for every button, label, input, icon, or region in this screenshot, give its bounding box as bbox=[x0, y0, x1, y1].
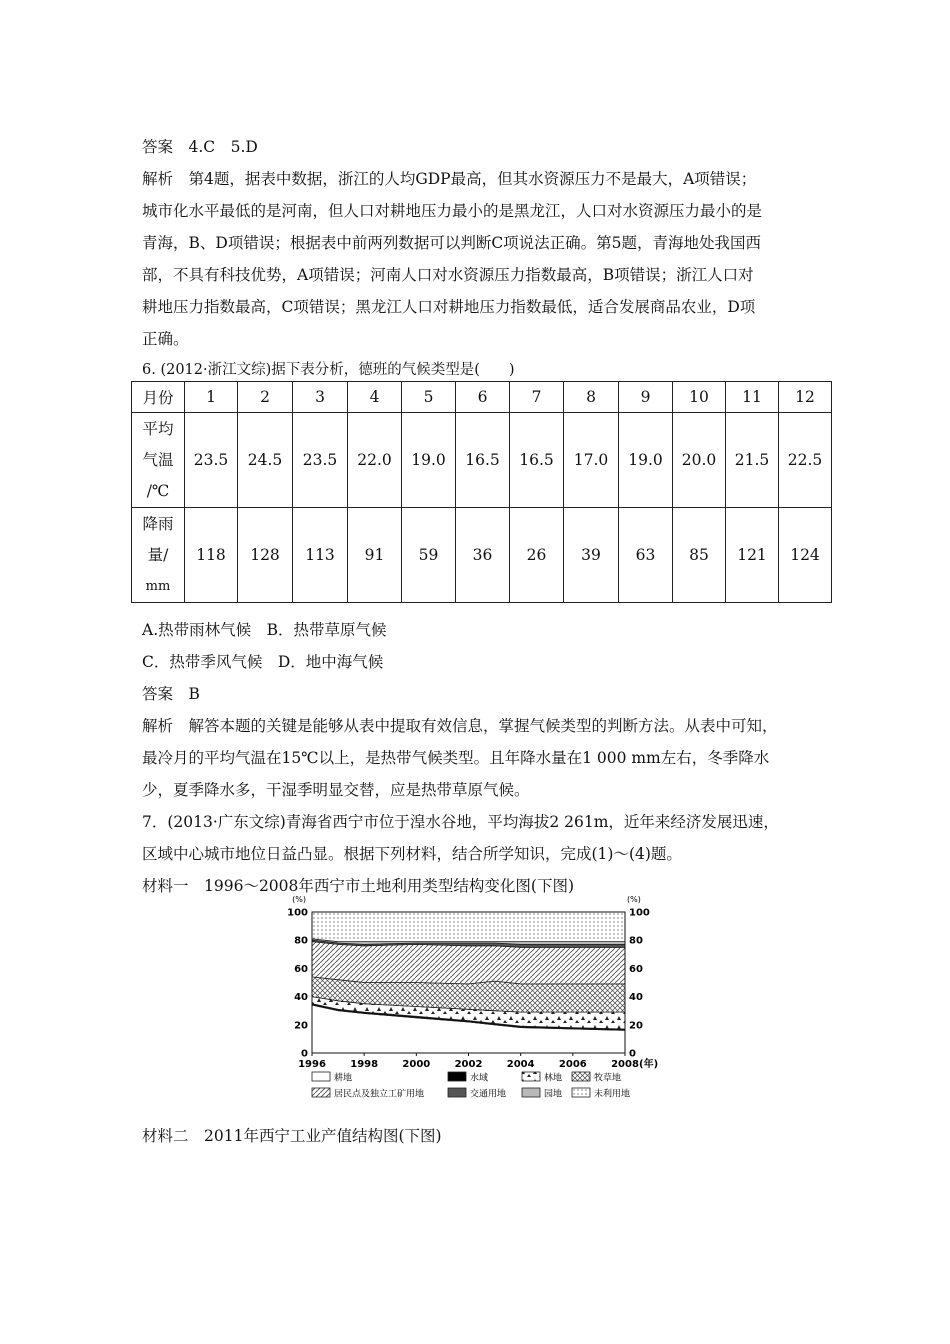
q45-answer: 答案 4.C 5.D bbox=[142, 138, 258, 156]
table-cell-rains: 26 bbox=[510, 508, 564, 603]
table-cell-rains: 121 bbox=[726, 508, 779, 603]
q6-option-line: C．热带季风气候 D．地中海气候 bbox=[142, 653, 384, 671]
table-cell-months: 1 bbox=[185, 382, 238, 413]
table-cell-months: 10 bbox=[673, 382, 726, 413]
x-tick-label: 2000 bbox=[402, 1059, 431, 1070]
q45-block bbox=[142, 131, 822, 355]
x-tick-label: 2006 bbox=[558, 1059, 587, 1070]
q6-question-text: 6. (2012·浙江文综)据下表分析，德班的气候类型是( ) bbox=[142, 362, 515, 378]
table-cell-months: 9 bbox=[619, 382, 673, 413]
legend-swatch bbox=[312, 1088, 330, 1097]
legend-label: 牧草地 bbox=[594, 1073, 622, 1084]
x-tick-label: 1998 bbox=[350, 1059, 379, 1070]
y-tick-label-right: 20 bbox=[629, 1020, 643, 1032]
x-tick-label: 2008 bbox=[611, 1059, 639, 1070]
land-use-chart bbox=[280, 888, 680, 1114]
table-cell-months: 6 bbox=[456, 382, 510, 413]
rain-label-line: 量/ bbox=[147, 545, 169, 564]
y-tick-label-left: 0 bbox=[301, 1048, 308, 1060]
material1-caption: 材料一 1996～2008年西宁市土地利用类型结构变化图(下图) bbox=[142, 877, 574, 895]
table-cell-temps: 17.0 bbox=[564, 413, 619, 508]
analysis-line: 解析 解答本题的关键是能够从表中提取有效信息，掌握气候类型的判断方法。从表中可知， bbox=[142, 717, 778, 735]
x-tick-label: 2002 bbox=[454, 1059, 483, 1070]
table-rain-label bbox=[132, 508, 185, 603]
table-cell-rains: 85 bbox=[673, 508, 726, 603]
table-temp-label bbox=[132, 413, 185, 508]
legend-label: 水域 bbox=[470, 1073, 489, 1084]
area-series bbox=[312, 912, 625, 942]
legend-label: 交通用地 bbox=[470, 1089, 507, 1100]
table-cell-temps: 22.5 bbox=[779, 413, 832, 508]
x-tick-label: 2004 bbox=[506, 1059, 535, 1070]
q6-answer: 答案 B bbox=[142, 685, 200, 703]
table-row-temperature bbox=[132, 413, 832, 508]
q7-question-line: 区域中心城市地位日益凸显。根据下列材料，结合所学知识，完成(1)～(4)题。 bbox=[142, 845, 682, 863]
table-cell-months: 5 bbox=[402, 382, 456, 413]
y-unit-left: (%) bbox=[292, 895, 306, 904]
y-tick-label-left: 40 bbox=[294, 992, 308, 1004]
rain-label-line: 降雨 bbox=[142, 514, 174, 533]
y-tick-label-left: 80 bbox=[294, 935, 308, 947]
legend-label: 耕地 bbox=[334, 1073, 353, 1084]
table-cell-temps: 16.5 bbox=[456, 413, 510, 508]
temp-label-line: 气温 bbox=[142, 450, 174, 469]
legend-swatch bbox=[312, 1072, 330, 1081]
legend-swatch bbox=[522, 1088, 540, 1097]
table-cell-temps: 20.0 bbox=[673, 413, 726, 508]
y-tick-label-left: 60 bbox=[294, 963, 308, 975]
table-cell-months: 8 bbox=[564, 382, 619, 413]
table-cell-months: 7 bbox=[510, 382, 564, 413]
rain-label-line: mm bbox=[145, 578, 171, 594]
table-cell-temps: 23.5 bbox=[293, 413, 348, 508]
table-cell-rains: 128 bbox=[238, 508, 293, 603]
table-cell-rains: 59 bbox=[402, 508, 456, 603]
table-cell-rains: 63 bbox=[619, 508, 673, 603]
legend-label: 居民点及独立工矿用地 bbox=[334, 1089, 425, 1100]
q6-option-line: A.热带雨林气候 B．热带草原气候 bbox=[142, 621, 387, 639]
x-unit: (年) bbox=[639, 1059, 659, 1070]
x-tick-label: 1996 bbox=[298, 1059, 326, 1070]
q6-analysis bbox=[142, 710, 822, 806]
table-cell-temps: 19.0 bbox=[402, 413, 456, 508]
q7-block bbox=[142, 806, 822, 870]
analysis-line: 青海，B、D项错误；根据表中前两列数据可以判断C项说法正确。第5题，青海地处我国西 bbox=[142, 234, 762, 252]
table-row-rainfall bbox=[132, 508, 832, 603]
y-tick-label-right: 80 bbox=[629, 935, 643, 947]
table-cell-months: 11 bbox=[726, 382, 779, 413]
land-use-chart-svg bbox=[280, 888, 680, 1110]
temp-label-line: 平均 bbox=[142, 419, 174, 438]
table-cell-months: 2 bbox=[238, 382, 293, 413]
table-cell-rains: 113 bbox=[293, 508, 348, 603]
q45-analysis bbox=[142, 163, 822, 355]
table-cell-months: 12 bbox=[779, 382, 832, 413]
table-cell-months: 3 bbox=[293, 382, 348, 413]
y-tick-label-left: 100 bbox=[287, 907, 308, 919]
analysis-line: 最冷月的平均气温在15℃以上，是热带气候类型。且年降水量在1 000 mm左右，冬季降水 bbox=[142, 749, 770, 767]
analysis-line: 部，不具有科技优势，A项错误；河南人口对水资源压力指数最高，B项错误；浙江人口对 bbox=[142, 266, 754, 284]
y-tick-label-right: 60 bbox=[629, 963, 643, 975]
table-cell-rains: 118 bbox=[185, 508, 238, 603]
legend-swatch bbox=[522, 1072, 540, 1081]
climate-table bbox=[131, 381, 832, 603]
material2-caption: 材料二 2011年西宁工业产值结构图(下图) bbox=[142, 1127, 442, 1145]
analysis-line: 城市化水平最低的是河南，但人口对耕地压力最小的是黑龙江，人口对水资源压力最小的是 bbox=[142, 202, 763, 220]
y-tick-label-left: 20 bbox=[294, 1020, 308, 1032]
legend-swatch bbox=[448, 1072, 466, 1081]
table-cell-rains: 124 bbox=[779, 508, 832, 603]
chart-legend bbox=[312, 1072, 630, 1100]
legend-label: 林地 bbox=[544, 1073, 563, 1084]
y-tick-label-right: 40 bbox=[629, 992, 643, 1004]
y-unit-right: (%) bbox=[627, 895, 641, 904]
table-cell-temps: 19.0 bbox=[619, 413, 673, 508]
legend-label: 未利用地 bbox=[594, 1089, 631, 1100]
table-cell-months: 4 bbox=[348, 382, 402, 413]
table-row-months bbox=[132, 382, 832, 413]
table-cell-temps: 23.5 bbox=[185, 413, 238, 508]
y-tick-label-right: 100 bbox=[629, 907, 650, 919]
q7-question-line: 7．(2013·广东文综)青海省西宁市位于湟水谷地，平均海拔2 261m，近年来经济发展迅速， bbox=[142, 813, 779, 831]
table-cell-rains: 36 bbox=[456, 508, 510, 603]
analysis-line: 正确。 bbox=[142, 330, 189, 348]
legend-swatch bbox=[448, 1088, 466, 1097]
table-cell-rains: 91 bbox=[348, 508, 402, 603]
legend-swatch bbox=[572, 1072, 590, 1081]
table-cell-temps: 22.0 bbox=[348, 413, 402, 508]
table-cell-temps: 16.5 bbox=[510, 413, 564, 508]
temp-label-line: /℃ bbox=[146, 481, 170, 500]
analysis-line: 耕地压力指数最高，C项错误；黑龙江人口对耕地压力指数最低，适合发展商品农业，D项 bbox=[142, 298, 756, 316]
legend-label: 园地 bbox=[544, 1089, 563, 1100]
analysis-line: 少，夏季降水多，干湿季明显交替，应是热带草原气候。 bbox=[142, 781, 530, 799]
area-series bbox=[312, 942, 625, 984]
table-header-label: 月份 bbox=[132, 382, 185, 413]
table-cell-temps: 24.5 bbox=[238, 413, 293, 508]
q6-options-answer bbox=[142, 614, 822, 806]
chart-areas bbox=[312, 912, 625, 1053]
table-cell-rains: 39 bbox=[564, 508, 619, 603]
analysis-line: 解析 第4题，据表中数据，浙江的人均GDP最高，但其水资源压力不是最大，A项错误； bbox=[142, 170, 757, 188]
legend-swatch bbox=[572, 1088, 590, 1097]
y-tick-label-right: 0 bbox=[629, 1048, 636, 1060]
table-cell-temps: 21.5 bbox=[726, 413, 779, 508]
